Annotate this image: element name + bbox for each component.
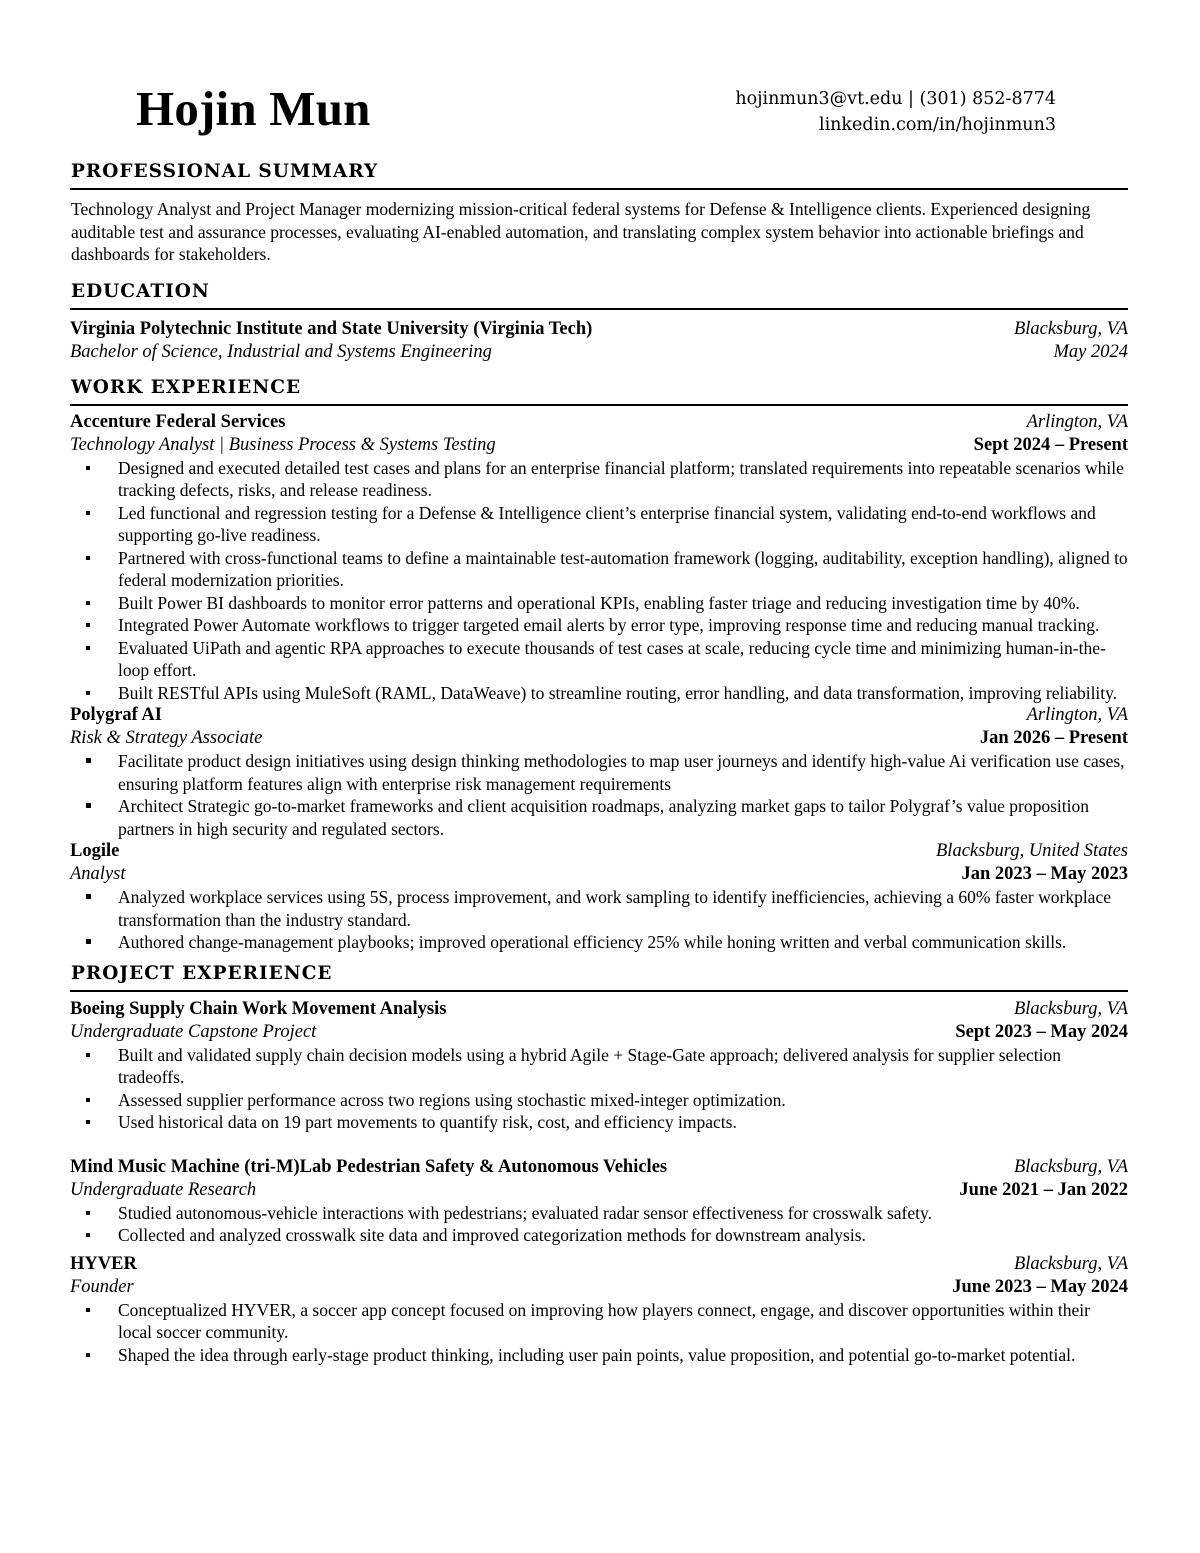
bullet-item: [118, 1224, 1128, 1247]
entry: [70, 411, 1128, 705]
bullet-marker-icon: [86, 1233, 90, 1237]
entry-head: [70, 840, 1128, 863]
entry-organization: Polygraf AI: [70, 705, 162, 725]
entry-location: Arlington, VA: [1026, 705, 1128, 725]
bullet-marker-icon: [86, 1308, 90, 1312]
entry: [70, 1253, 1128, 1367]
bullet-item: [118, 795, 1128, 840]
entry: [70, 998, 1128, 1134]
entry-sub: [70, 1179, 1128, 1202]
summary-heading: PROFESSIONAL SUMMARY: [70, 160, 1128, 190]
bullet-marker-icon: [86, 803, 91, 808]
bullet-text: Built and validated supply chain decision models using a hybrid Agile + Stage-Gate approach; delivered analysis for supplier selection tradeoffs.: [118, 1044, 1061, 1087]
bullet-marker-icon: [86, 1053, 90, 1057]
bullet-text: Analyzed workplace services using 5S, process improvement, and work sampling to identify inefficiencies, achieving a 60% faster workplace transformation than the industry standard.: [118, 887, 1111, 930]
bullet-list: [70, 1202, 1128, 1247]
work-heading: WORK EXPERIENCE: [70, 376, 1128, 406]
entry-role: Risk & Strategy Associate: [70, 728, 263, 748]
bullet-text: Evaluated UiPath and agentic RPA approaches to execute thousands of test cases at scale, reducing cycle time and minimizing human-in-the-loop effort.: [118, 637, 1106, 680]
bullet-list: [70, 750, 1128, 840]
bullet-item: [118, 637, 1128, 682]
bullet-text: Designed and executed detailed test cases and plans for an enterprise financial platform; translated requirements into repeatable scenarios while tracking defects, risks, and release readiness.: [118, 457, 1124, 500]
education-heading: EDUCATION: [70, 280, 1128, 310]
work-section: [70, 376, 1128, 954]
bullet-text: Shaped the idea through early-stage product thinking, including user pain points, value proposition, and potential go-to-market potential.: [118, 1344, 1076, 1365]
bullet-item: [118, 931, 1128, 954]
bullet-text: Led functional and regression testing for a Defense & Intelligence client’s enterprise financial system, validating end-to-end workflows and supporting go-live readiness.: [118, 502, 1096, 545]
bullet-item: [118, 547, 1128, 592]
graduation-date: May 2024: [1053, 341, 1128, 362]
entry-role: Founder: [70, 1276, 134, 1297]
summary-section: [70, 160, 1128, 266]
contact-linkedin: linkedin.com/in/hojinmun3: [818, 115, 1056, 135]
bullet-text: Built Power BI dashboards to monitor error patterns and operational KPIs, enabling faster triage and reducing investigation time by 40%.: [118, 592, 1080, 613]
bullet-marker-icon: [86, 646, 90, 650]
entry-dates: Jan 2023 – May 2023: [961, 864, 1128, 884]
bullet-item: [118, 1111, 1128, 1134]
entry-role: Analyst: [70, 864, 126, 884]
entry-role: Technology Analyst | Business Process & Systems Testing: [70, 434, 496, 455]
bullet-item: [118, 750, 1128, 795]
bullet-list: [70, 1299, 1128, 1367]
bullet-item: [118, 1299, 1128, 1344]
projects-heading: PROJECT EXPERIENCE: [70, 962, 1128, 992]
bullet-item: [118, 1202, 1128, 1225]
bullet-item: [118, 1044, 1128, 1089]
contact-email-phone: hojinmun3@vt.edu | (301) 852-8774: [735, 89, 1056, 109]
resume-header: [70, 0, 1128, 160]
entry-head: [70, 704, 1128, 727]
bullet-text: Partnered with cross-functional teams to define a maintainable test-automation framework (logging, auditability, exception handling), aligned to federal modernization priorities.: [118, 547, 1128, 590]
education-entry-head: [70, 318, 1128, 341]
summary-text: Technology Analyst and Project Manager modernizing mission-critical federal systems for Defense & Intelligence clients. Experienced designing auditable test and assurance processes, evaluating AI-enabled automation, and translating complex system behavior into actionable briefings and dashboards for stakeholders.: [71, 199, 1091, 264]
entry-sub: [70, 1021, 1128, 1044]
entry-organization: HYVER: [70, 1253, 137, 1274]
entry-location: Blacksburg, VA: [1013, 1253, 1128, 1274]
bullet-text: Assessed supplier performance across two regions using stochastic mixed-integer optimization.: [118, 1089, 786, 1110]
education-entry-sub: [70, 341, 1128, 364]
education-section: [70, 280, 1128, 364]
contact-info: [735, 86, 1056, 138]
entry-location: Arlington, VA: [1026, 411, 1128, 432]
entry-organization: Logile: [70, 841, 120, 861]
bullet-marker-icon: [86, 556, 90, 560]
entry-sub: [70, 434, 1128, 457]
bullet-item: [118, 1344, 1128, 1367]
bullet-text: Architect Strategic go-to-market frameworks and client acquisition roadmaps, analyzing market gaps to tailor Polygraf’s value proposition partners in high security and regulated sectors.: [118, 796, 1089, 839]
bullet-text: Used historical data on 19 part movements to quantify risk, cost, and efficiency impacts.: [118, 1112, 737, 1132]
bullet-marker-icon: [86, 758, 91, 763]
bullet-marker-icon: [86, 1120, 90, 1124]
entry-head: [70, 998, 1128, 1021]
entry-sub: [70, 863, 1128, 886]
entry-sub: [70, 727, 1128, 750]
entry-organization: Mind Music Machine (tri-M)Lab Pedestrian Safety & Autonomous Vehicles: [70, 1156, 668, 1177]
project-list: [70, 992, 1128, 1367]
bullet-item: [118, 592, 1128, 615]
projects-section: [70, 962, 1128, 1367]
bullet-marker-icon: [86, 601, 90, 605]
school-location: Blacksburg, VA: [1013, 318, 1128, 339]
bullet-marker-icon: [86, 466, 90, 470]
bullet-item: [118, 457, 1128, 502]
bullet-text: Facilitate product design initiatives using design thinking methodologies to map user journeys and identify high-value Ai verification use cases, ensuring platform features align with enterprise risk management requirements: [118, 751, 1125, 794]
bullet-list: [70, 1044, 1128, 1134]
entry-organization: Boeing Supply Chain Work Movement Analysis: [70, 998, 447, 1019]
entry-head: [70, 411, 1128, 434]
bullet-marker-icon: [86, 1098, 90, 1102]
entry-role: Undergraduate Research: [70, 1179, 257, 1200]
bullet-item: [118, 1089, 1128, 1112]
candidate-name: Hojin Mun: [136, 81, 371, 136]
work-list: [70, 406, 1128, 954]
bullet-list: [70, 457, 1128, 705]
bullet-marker-icon: [86, 894, 91, 899]
bullet-marker-icon: [86, 939, 91, 944]
entry-role: Undergraduate Capstone Project: [70, 1021, 317, 1042]
entry: [70, 704, 1128, 840]
bullet-marker-icon: [86, 1353, 90, 1357]
bullet-text: Studied autonomous-vehicle interactions with pedestrians; evaluated radar sensor effectiveness for crosswalk safety.: [118, 1202, 932, 1223]
bullet-marker-icon: [86, 623, 90, 627]
entry-dates: Sept 2023 – May 2024: [955, 1021, 1128, 1042]
bullet-item: [118, 886, 1128, 931]
entry-head: [70, 1156, 1128, 1179]
entry: [70, 840, 1128, 954]
entry-dates: Sept 2024 – Present: [973, 434, 1128, 455]
entry: [70, 1156, 1128, 1247]
bullet-marker-icon: [86, 1211, 90, 1215]
degree: Bachelor of Science, Industrial and Systems Engineering: [70, 341, 492, 362]
bullet-item: [118, 502, 1128, 547]
bullet-item: [118, 682, 1128, 705]
entry-sub: [70, 1276, 1128, 1299]
bullet-text: Conceptualized HYVER, a soccer app concept focused on improving how players connect, engage, and discover opportunities within their local soccer community.: [118, 1299, 1090, 1342]
entry-dates: June 2023 – May 2024: [952, 1276, 1128, 1297]
bullet-text: Built RESTful APIs using MuleSoft (RAML, DataWeave) to streamline routing, error handling, and data transformation, improving reliability.: [118, 682, 1118, 703]
entry-organization: Accenture Federal Services: [70, 411, 286, 432]
bullet-list: [70, 886, 1128, 954]
bullet-text: Integrated Power Automate workflows to trigger targeted email alerts by error type, improving response time and reducing manual tracking.: [118, 615, 1100, 635]
entry-location: Blacksburg, VA: [1013, 998, 1128, 1019]
bullet-marker-icon: [86, 691, 90, 695]
entry-head: [70, 1253, 1128, 1276]
entry-location: Blacksburg, United States: [936, 841, 1128, 861]
entry-dates: June 2021 – Jan 2022: [959, 1179, 1128, 1200]
school-name: Virginia Polytechnic Institute and State University (Virginia Tech): [70, 318, 593, 339]
bullet-marker-icon: [86, 511, 90, 515]
bullet-text: Authored change-management playbooks; improved operational efficiency 25% while honing written and verbal communication skills.: [118, 932, 1067, 952]
bullet-item: [118, 614, 1128, 637]
entry-dates: Jan 2026 – Present: [979, 728, 1128, 748]
bullet-text: Collected and analyzed crosswalk site data and improved categorization methods for downstream analysis.: [118, 1225, 866, 1245]
entry-location: Blacksburg, VA: [1013, 1156, 1128, 1177]
